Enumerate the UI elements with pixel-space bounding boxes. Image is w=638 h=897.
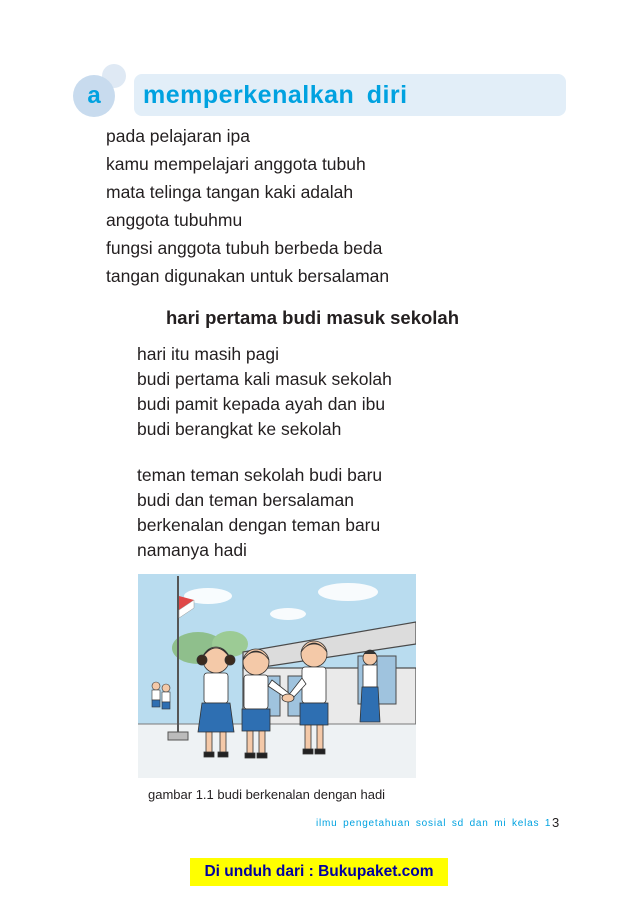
running-footer-book-title: ilmu pengetahuan sosial sd dan mi kelas 1 xyxy=(316,818,552,829)
poem-line: budi pamit kepada ayah dan ibu xyxy=(137,394,386,414)
poem-line: budi pertama kali masuk sekolah xyxy=(137,369,392,389)
poem-line: hari itu masih pagi xyxy=(137,344,280,364)
figure-caption: gambar 1.1 budi berkenalan dengan hadi xyxy=(148,787,386,802)
download-prefix: Di unduh dari : xyxy=(204,863,319,880)
intro-paragraph xyxy=(106,122,389,290)
school-illustration xyxy=(138,574,416,778)
text-line: tangan digunakan untuk bersalaman xyxy=(106,266,390,286)
section-letter: a xyxy=(87,82,101,109)
poem-line: namanya hadi xyxy=(137,540,247,560)
page-number: 3 xyxy=(552,815,560,830)
poem-stanza-1 xyxy=(137,342,392,442)
download-site-link[interactable]: Bukupaket.com xyxy=(318,863,434,880)
text-line: pada pelajaran ipa xyxy=(106,126,251,146)
poem-stanza-2 xyxy=(137,463,382,563)
story-title: hari pertama budi masuk sekolah xyxy=(166,307,460,328)
poem-line: berkenalan dengan teman baru xyxy=(137,515,381,535)
text-line: mata telinga tangan kaki adalah xyxy=(106,182,354,202)
download-banner xyxy=(190,858,448,886)
text-line: anggota tubuhmu xyxy=(106,210,243,230)
poem-line: budi dan teman bersalaman xyxy=(137,490,354,510)
text-line: fungsi anggota tubuh berbeda beda xyxy=(106,238,383,258)
section-title: memperkenalkan diri xyxy=(143,81,408,109)
text-line: kamu mempelajari anggota tubuh xyxy=(106,154,366,174)
poem-line: teman teman sekolah budi baru xyxy=(137,465,383,485)
poem-line: budi berangkat ke sekolah xyxy=(137,419,342,439)
